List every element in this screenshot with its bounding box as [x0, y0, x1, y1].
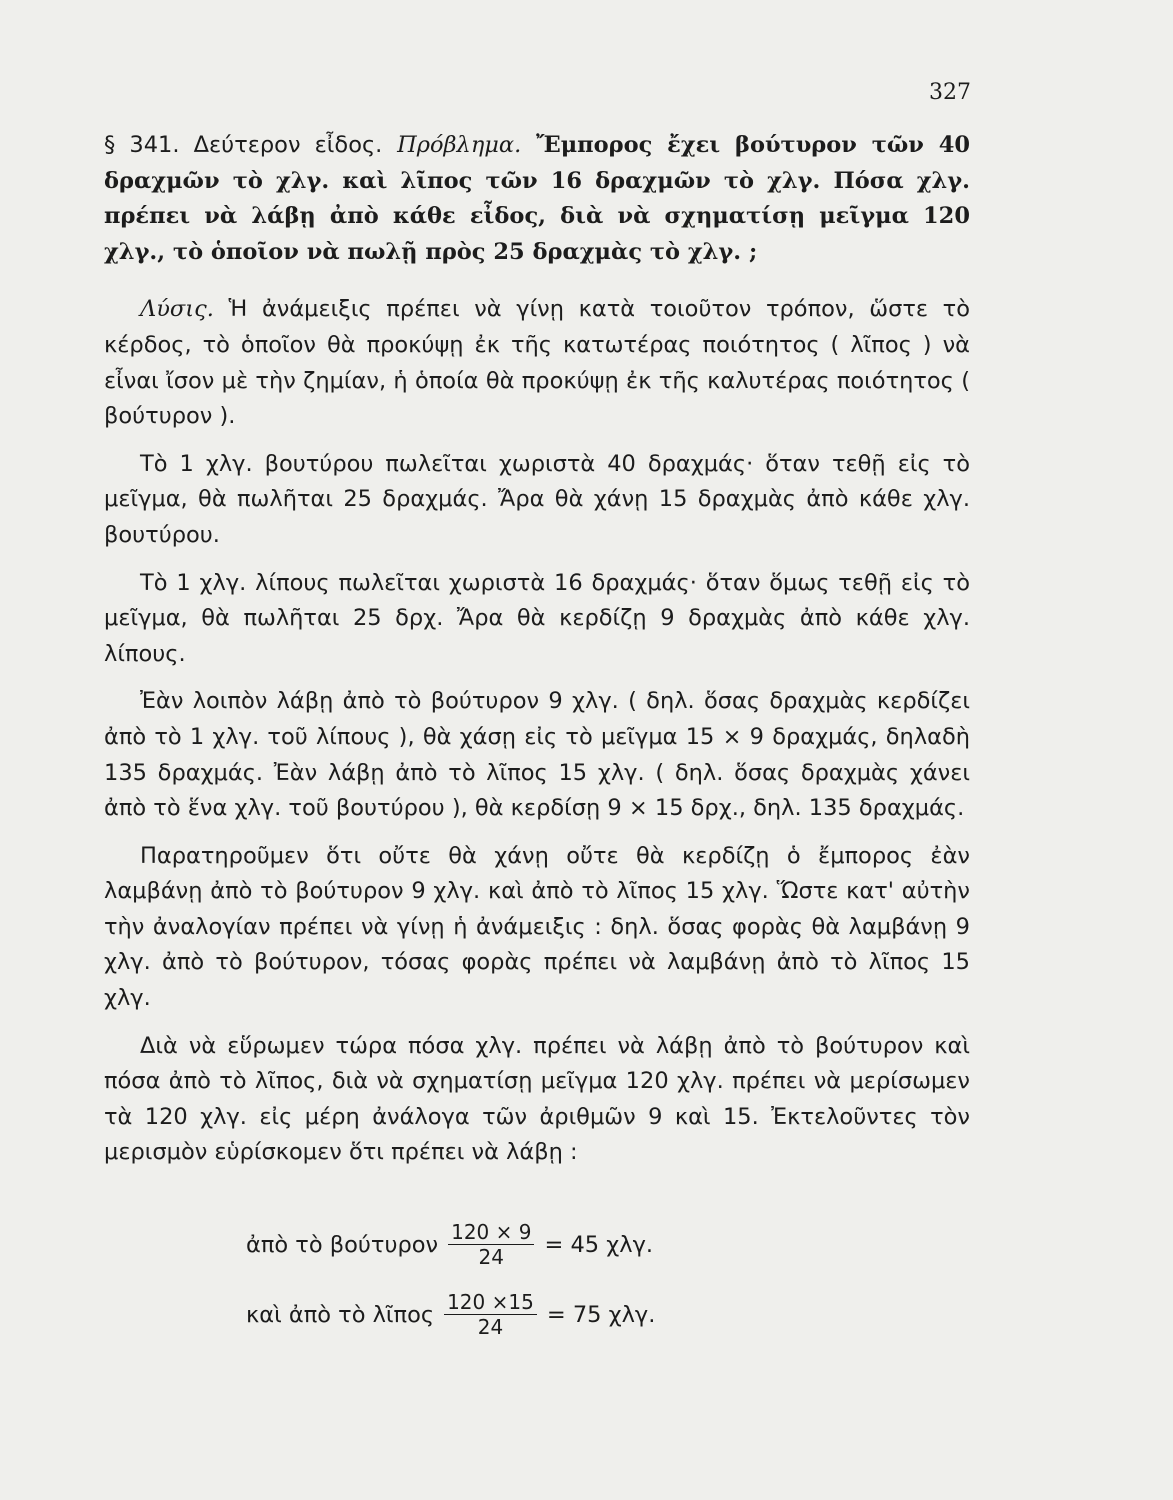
formula-butter: [246, 1220, 653, 1269]
solution-text: Ἡ ἀνάμειξις πρέπει νὰ γίνῃ κατὰ τοιοῦτον τρόπον, ὥστε τὸ κέρδος, τὸ ὁποῖον θὰ προκύψῃ ἐκ τῆς κατωτέρας ποιότητος ( λῖπος ) νὰ εἶναι ἴσον μὲ τὴν ζημίαν, ἡ ὁποία θὰ προκύψῃ ἐκ τῆς καλυτέρας ποιότητος ( βούτυρον ).: [104, 296, 970, 430]
formula-result: = 45 χλγ.: [544, 1231, 654, 1258]
formula-fat: [246, 1290, 655, 1339]
paragraph-mix: Ἐὰν λοιπὸν λάβῃ ἀπὸ τὸ βούτυρον 9 χλγ. ( δηλ. ὅσας δραχμὰς κερδίζει ἀπὸ τὸ 1 χλγ. τοῦ λίπους ), θὰ χάσῃ εἰς τὸ μεῖγμα 15 × 9 δραχμάς, δηλαδὴ 135 δραχμάς. Ἐὰν λάβῃ ἀπὸ τὸ λῖπος 15 χλγ. ( δηλ. ὅσας δραχμὰς χάνει ἀπὸ τὸ ἕνα χλγ. τοῦ βουτύρου ), θὰ κερδίσῃ 9 × 15 δρχ., δηλ. 135 δραχμάς.: [104, 688, 970, 822]
fraction-denominator: 24: [478, 1245, 504, 1269]
body-text: [104, 128, 970, 1171]
section-heading: [104, 128, 970, 270]
fraction: [448, 1220, 534, 1269]
solution-paragraph: [104, 292, 970, 434]
paragraph-division: Διὰ νὰ εὕρωμεν τώρα πόσα χλγ. πρέπει νὰ λάβῃ ἀπὸ τὸ βούτυρον καὶ πόσα ἀπὸ τὸ λῖπος, διὰ νὰ σχηματίσῃ μεῖγμα 120 χλγ. πρέπει νὰ μερίσωμεν τὰ 120 χλγ. εἰς μέρη ἀνάλογα τῶν ἀριθμῶν 9 καὶ 15. Ἐκτελοῦντες τὸν μερισμὸν εὑρίσκομεν ὅτι πρέπει νὰ λάβῃ :: [104, 1032, 970, 1166]
fraction-numerator: 120 × 9: [448, 1220, 534, 1245]
fraction-numerator: 120 ×15: [444, 1290, 537, 1315]
paragraph-butter: Τὸ 1 χλγ. βουτύρου πωλεῖται χωριστὰ 40 δραχμάς· ὅταν τεθῇ εἰς τὸ μεῖγμα, θὰ πωλῆται 25 δραχμάς. Ἄρα θὰ χάνῃ 15 δραχμὰς ἀπὸ κάθε χλγ. βουτύρου.: [104, 450, 970, 548]
problem-label: Πρόβλημα.: [397, 132, 522, 158]
paragraph-observation: Παρατηροῦμεν ὅτι οὔτε θὰ χάνῃ οὔτε θὰ κερδίζῃ ὁ ἔμπορος ἐὰν λαμβάνῃ ἀπὸ τὸ βούτυρον 9 χλγ. καὶ ἀπὸ τὸ λῖπος 15 χλγ. Ὥστε κατ' αὐτὴν τὴν ἀναλογίαν πρέπει νὰ γίνῃ ἡ ἀνάμειξις : δηλ. ὅσας φορὰς θὰ λαμβάνῃ 9 χλγ. ἀπὸ τὸ βούτυρον, τόσας φορὰς πρέπει νὰ λαμβάνῃ ἀπὸ τὸ λῖπος 15 χλγ.: [104, 842, 970, 1012]
fraction: [444, 1290, 537, 1339]
formula-prefix: ἀπὸ τὸ βούτυρον: [246, 1231, 439, 1258]
fraction-denominator: 24: [477, 1315, 504, 1339]
page-number: 327: [929, 80, 971, 105]
section-label: § 341. Δεύτερον εἶδος.: [104, 132, 383, 158]
solution-label: Λύσις.: [140, 296, 214, 323]
problem-statement: Ἔμπορος ἔχει βούτυρον τῶν 40 δραχμῶν τὸ χλγ. καὶ λῖπος τῶν 16 δραχμῶν τὸ χλγ. Πόσα χλγ. πρέπει νὰ λάβῃ ἀπὸ κάθε εἶδος, διὰ νὰ σχηματίσῃ μεῖγμα 120 χλγ., τὸ ὁποῖον νὰ πωλῇ πρὸς 25 δραχμὰς τὸ χλγ. ;: [104, 132, 971, 265]
formula-result: = 75 χλγ.: [546, 1301, 656, 1328]
formula-prefix: καὶ ἀπὸ τὸ λῖπος: [246, 1301, 435, 1328]
paragraph-fat: Τὸ 1 χλγ. λίπους πωλεῖται χωριστὰ 16 δραχμάς· ὅταν ὅμως τεθῇ εἰς τὸ μεῖγμα, θὰ πωλῆται 25 δρχ. Ἄρα θὰ κερδίζῃ 9 δραχμὰς ἀπὸ κάθε χλγ. λίπους.: [104, 569, 970, 667]
